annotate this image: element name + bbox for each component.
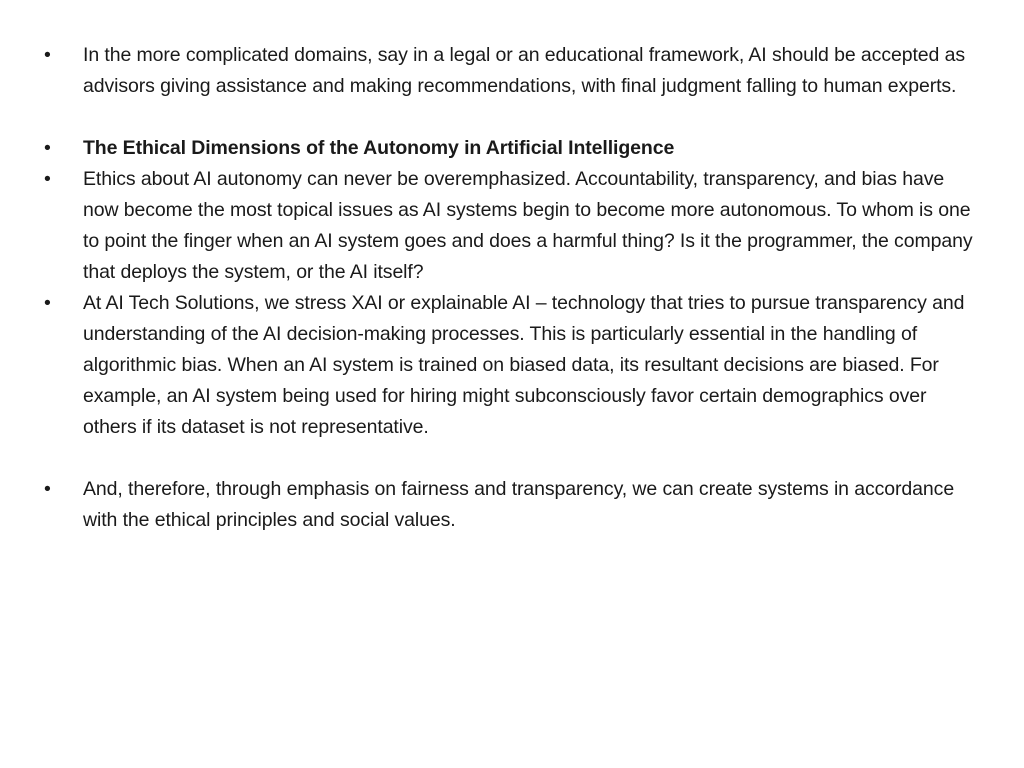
bullet-item-ethics-autonomy (44, 164, 974, 288)
bullet-item-human-experts (44, 40, 974, 102)
bullet-text: In the more complicated domains, say in a legal or an educational framework, AI should be accepted as advisors giving assistance and making recommendations, with final judgment falling to human experts. (83, 44, 965, 97)
bullet-text: And, therefore, through emphasis on fairness and transparency, we can create systems in accordance with the ethical principles and social values. (83, 478, 955, 531)
bullet-marker: • (44, 44, 51, 66)
bullet-item-fairness (44, 474, 974, 536)
bullet-marker: • (44, 292, 51, 314)
bullet-text: At AI Tech Solutions, we stress XAI or explainable AI – technology that tries to pursue transparency and understanding of the AI decision-making processes. This is particularly essential in the handling of algorithmic bias. When an AI system is trained on biased data, its resultant decisions are biased. For example, an AI system being used for hiring might subconsciously favor certain demographics over others if its dataset is not representative. (83, 292, 965, 438)
bullet-marker: • (44, 478, 51, 500)
bullet-item-section-heading (44, 133, 974, 164)
bullet-marker: • (44, 168, 51, 190)
bullet-list (44, 40, 974, 536)
section-heading: The Ethical Dimensions of the Autonomy in Artificial Intelligence (83, 137, 675, 159)
bullet-marker: • (44, 137, 51, 159)
bullet-item-xai (44, 288, 974, 443)
bullet-text: Ethics about AI autonomy can never be overemphasized. Accountability, transparency, and bias have now become the most topical issues as AI systems begin to become more autonomous. To whom is one to point the finger when an AI system goes and does a harmful thing? Is it the programmer, the company that deploys the system, or the AI itself? (83, 168, 973, 283)
